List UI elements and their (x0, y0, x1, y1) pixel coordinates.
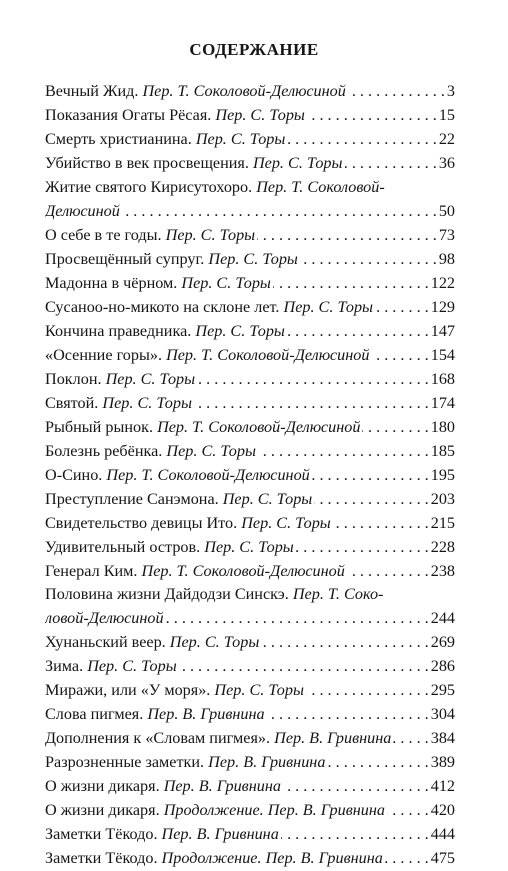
toc-entry-title: Слова пигмея. (45, 705, 144, 724)
dot-leader (281, 823, 429, 839)
dot-leader (362, 416, 428, 432)
toc-entry-text (45, 272, 271, 296)
dot-leader (333, 512, 429, 528)
toc-page-number: 389 (430, 753, 455, 772)
toc-entry-line (45, 775, 455, 799)
toc-entry-title: Заметки Тёкодо. (45, 849, 158, 868)
page-title: СОДЕРЖАНИЕ (189, 40, 319, 59)
toc-page-number: 185 (430, 441, 455, 460)
dot-leader (273, 272, 429, 288)
toc-entry-translator: Пер. С. Торы (215, 106, 305, 125)
dot-leader (283, 775, 429, 791)
dot-leader (375, 296, 429, 312)
dot-leader (300, 248, 437, 264)
toc-entry-title: Генерал Ким. (45, 561, 138, 580)
toc-entry-title: О жизни дикаря. (45, 777, 160, 796)
toc-entry (45, 176, 455, 224)
toc-entry (45, 248, 455, 272)
toc-page-number: 168 (430, 369, 455, 388)
toc-page-number: 444 (430, 825, 455, 844)
toc-entry-line (45, 80, 455, 104)
toc-entry-text (45, 560, 345, 584)
toc-entry-translator: Продолжение. Пер. В. Гривнина (161, 849, 383, 868)
toc-entry-text (45, 536, 294, 560)
toc-entry-translator: Пер. С. Торы (283, 297, 374, 316)
toc-entry (45, 488, 455, 512)
toc-entry-text (45, 775, 281, 799)
toc-entry-translator: Пер. Т. Соколовой-Делюсиной (141, 561, 345, 580)
toc-entry-text (45, 703, 265, 727)
toc-entry (45, 751, 455, 775)
toc-entry (45, 80, 455, 104)
toc-entry-text (45, 631, 259, 655)
toc-page-number: 475 (430, 849, 455, 868)
toc-page-number: 50 (438, 201, 455, 220)
toc-entry-translator: Пер. В. Гривнина (163, 777, 281, 796)
toc-entry-translator: Пер. В. Гривнина (161, 825, 279, 844)
toc-entry-title: Мадонна в чёрном. (45, 273, 178, 292)
toc-entry-title: Просвещённый супруг. (45, 249, 205, 268)
toc-page-number: 412 (430, 777, 455, 796)
toc-page-number: 180 (430, 417, 455, 436)
toc-entry-title: Показания Огаты Рёсая. (45, 106, 212, 125)
dot-leader (347, 560, 429, 576)
dot-leader (387, 799, 429, 815)
toc-entry (45, 152, 455, 176)
dot-leader (122, 200, 437, 216)
toc-entry-line (45, 799, 455, 823)
toc-page-number: 304 (430, 705, 455, 724)
dot-leader (258, 440, 429, 456)
toc-entry-title: Удивительный остров. (45, 537, 201, 556)
toc-entry-translator: Пер. Т. Соколовой- (256, 177, 385, 196)
toc-entry (45, 727, 455, 751)
toc-entry (45, 440, 455, 464)
toc-entry-translator: Пер. В. Гривнина (147, 705, 265, 724)
toc-entry (45, 775, 455, 799)
dot-leader (257, 224, 437, 240)
toc-entry (45, 583, 455, 631)
toc-entry-line (45, 392, 455, 416)
toc-entry-title: Смерть христианина. (45, 130, 192, 149)
toc-entry-text (45, 296, 373, 320)
toc-page-number: 244 (430, 609, 455, 628)
toc-entry-text (45, 128, 285, 152)
toc-entry-translator: Пер. С. Торы (252, 154, 343, 173)
toc-entry-line (45, 583, 455, 607)
dot-leader (261, 631, 428, 647)
toc-page-number: 286 (430, 657, 455, 676)
toc-entry-translator: Пер. С. Торы (181, 273, 271, 292)
dot-leader (385, 847, 429, 863)
toc-entry-text (45, 512, 331, 536)
toc-entry-text (45, 80, 346, 104)
dot-leader (287, 320, 429, 336)
toc-entry-text (45, 847, 383, 871)
toc-entry-translator: Пер. Т. Соколовой-Делюсиной (142, 82, 346, 101)
toc-entry-line (45, 104, 455, 128)
dot-leader (314, 488, 428, 504)
toc-page-number: 215 (430, 513, 455, 532)
dot-leader (306, 679, 429, 695)
toc-entry-line (45, 607, 455, 631)
toc-page-number: 22 (438, 130, 455, 149)
toc-entry (45, 560, 455, 584)
toc-page-number: 3 (446, 82, 455, 101)
toc-entry (45, 296, 455, 320)
toc-entry (45, 464, 455, 488)
dot-leader (345, 152, 437, 168)
toc-entry-line (45, 248, 455, 272)
toc-entry-translator: Пер. С. Торы (87, 657, 177, 676)
toc-entry-line (45, 416, 455, 440)
toc-entry-text (45, 727, 391, 751)
toc-page-number: 238 (430, 561, 455, 580)
toc-page-number: 129 (430, 297, 455, 316)
toc-entry-title-cont (45, 200, 120, 224)
toc-page-number: 154 (430, 345, 455, 364)
dot-leader (307, 104, 437, 120)
toc-entry-title: О себе в те годы. (45, 225, 162, 244)
toc-entry-title: Сусаноо-но-микото на склоне лет. (45, 297, 280, 316)
toc-entry-text (45, 344, 369, 368)
dot-leader (312, 464, 429, 480)
toc-entry-title: Преступление Санэмона. (45, 489, 219, 508)
dot-leader (348, 80, 445, 96)
toc-page-number: 420 (430, 801, 455, 820)
toc-entry-translator-cont: ловой-Делюсиной (45, 609, 164, 628)
toc-entry (45, 128, 455, 152)
dot-leader (296, 536, 429, 552)
dot-leader (267, 703, 429, 719)
toc-entry (45, 416, 455, 440)
toc-entry-text (45, 823, 279, 847)
toc-entry-title: Святой. (45, 393, 99, 412)
toc-entry-translator: Пер. В. Гривнина (274, 729, 392, 748)
toc-entry-text (45, 368, 195, 392)
toc-entry-title: Вечный Жид. (45, 82, 139, 101)
toc-page-number: 228 (430, 537, 455, 556)
toc-entry-translator: Пер. С. Торы (195, 321, 285, 340)
toc-entry-translator: Пер. С. Торы (241, 513, 331, 532)
toc-entry-line (45, 176, 455, 200)
toc-entry-title: Зима. (45, 657, 84, 676)
toc-entry-title: О жизни дикаря. (45, 801, 160, 820)
toc-entry-line (45, 440, 455, 464)
toc-entry-line (45, 823, 455, 847)
toc-entry (45, 104, 455, 128)
toc-entry-title: Заметки Тёкодо. (45, 825, 158, 844)
toc-page-number: 295 (430, 681, 455, 700)
toc-entry-title: Поклон. (45, 369, 102, 388)
toc-entry-title: Разрозненные заметки. (45, 753, 205, 772)
toc-entry-translator: Пер. С. Торы (214, 681, 304, 700)
toc-entry (45, 224, 455, 248)
toc-entry-translator: Пер. Т. Соколовой-Делюсиной (106, 465, 310, 484)
toc-page-number: 147 (430, 321, 455, 340)
toc-page-number: 269 (430, 633, 455, 652)
toc-entry (45, 703, 455, 727)
dot-leader (393, 727, 428, 743)
toc-entry-line (45, 679, 455, 703)
toc-entry-title: «Осенние горы». (45, 345, 163, 364)
toc-entry-line (45, 751, 455, 775)
toc-entry-translator: Пер. Т. Соколовой-Делюсиной (166, 345, 370, 364)
toc-entry-line (45, 536, 455, 560)
toc-entry-line (45, 655, 455, 679)
toc-entry (45, 847, 455, 871)
toc-entry-text (45, 679, 304, 703)
toc-entry-text (45, 392, 192, 416)
toc-entry-title: Убийство в век просвещения. (45, 154, 249, 173)
toc-entry-line (45, 200, 455, 224)
toc-entry-translator: Продолжение. Пер. В. Гривнина (163, 801, 385, 820)
toc-entry-text (45, 655, 177, 679)
toc-entry-line (45, 224, 455, 248)
toc-entry-title: Миражи, или «У моря». (45, 681, 211, 700)
toc-entry (45, 679, 455, 703)
toc-entry-text (45, 104, 305, 128)
toc-entry-translator: Пер. С. Торы (166, 441, 256, 460)
toc-entry (45, 536, 455, 560)
table-of-contents (45, 80, 455, 871)
toc-entry-line (45, 488, 455, 512)
toc-entry-title: Болезнь ребёнка. (45, 441, 163, 460)
toc-page-number: 122 (430, 273, 455, 292)
toc-entry-title: О-Сино. (45, 465, 103, 484)
dot-leader (179, 655, 429, 671)
toc-entry-translator: Пер. С. Торы (204, 537, 294, 556)
toc-entry (45, 512, 455, 536)
toc-page-number: 174 (430, 393, 455, 412)
toc-entry-title-cont (45, 607, 164, 631)
toc-entry-line (45, 847, 455, 871)
toc-entry (45, 368, 455, 392)
toc-page-number: 203 (430, 489, 455, 508)
toc-entry-title: Кончина праведника. (45, 321, 192, 340)
dot-leader (197, 368, 429, 384)
toc-page-number: 98 (438, 249, 455, 268)
toc-entry-translator: Пер. С. Торы (195, 130, 286, 149)
toc-entry (45, 272, 455, 296)
toc-entry-title: Дополнения к «Словам пигмея». (45, 729, 271, 748)
toc-entry (45, 392, 455, 416)
toc-entry-text (45, 488, 312, 512)
toc-page-number: 15 (438, 106, 455, 125)
toc-entry-title: Половина жизни Дайдодзи Синскэ. (45, 585, 289, 604)
toc-entry (45, 631, 455, 655)
toc-entry-text (45, 224, 255, 248)
toc-entry-line (45, 272, 455, 296)
toc-entry-text (45, 320, 285, 344)
toc-entry-title: Хунаньский веер. (45, 633, 166, 652)
toc-entry (45, 320, 455, 344)
toc-entry-line (45, 320, 455, 344)
toc-entry-title: Житие святого Кирисутохоро. (45, 177, 253, 196)
toc-entry-line (45, 128, 455, 152)
toc-entry-line (45, 464, 455, 488)
toc-entry-line (45, 703, 455, 727)
toc-entry-text (45, 464, 310, 488)
toc-entry-line (45, 512, 455, 536)
toc-entry-line (45, 344, 455, 368)
toc-entry-text (45, 751, 325, 775)
toc-entry-translator: Пер. Т. Соко- (292, 585, 384, 604)
toc-entry-line (45, 368, 455, 392)
toc-entry-translator: Пер. В. Гривнина (208, 753, 326, 772)
toc-entry-text (45, 799, 385, 823)
toc-page-number: 195 (430, 465, 455, 484)
dot-leader (327, 751, 428, 767)
toc-page-number: 36 (438, 154, 455, 173)
toc-entry-translator: Пер. С. Торы (169, 633, 260, 652)
toc-entry (45, 799, 455, 823)
toc-entry-translator: Пер. С. Торы (165, 225, 256, 244)
toc-page-number: 73 (438, 225, 455, 244)
toc-entry (45, 344, 455, 368)
toc-entry-translator: Пер. С. Торы (102, 393, 192, 412)
toc-entry-translator: Пер. Т. Соколовой-Делюсиной (157, 417, 361, 436)
toc-entry (45, 655, 455, 679)
dot-leader (371, 344, 428, 360)
toc-entry-line (45, 152, 455, 176)
toc-entry-line (45, 727, 455, 751)
toc-entry-text (45, 440, 256, 464)
toc-entry-translator: Пер. С. Торы (105, 369, 196, 388)
toc-entry-text (45, 152, 343, 176)
toc-entry-line (45, 560, 455, 584)
dot-leader (194, 392, 429, 408)
toc-page-number: 384 (430, 729, 455, 748)
toc-entry-translator-cont: Делюсиной (45, 201, 120, 220)
toc-entry (45, 823, 455, 847)
toc-entry-title: Рыбный рынок. (45, 417, 154, 436)
toc-entry-text (45, 416, 360, 440)
dot-leader (166, 607, 429, 623)
toc-entry-translator: Пер. С. Торы (222, 489, 313, 508)
toc-entry-text (45, 248, 298, 272)
dot-leader (287, 128, 436, 144)
toc-entry-title: Свидетельство девицы Ито. (45, 513, 238, 532)
toc-entry-line (45, 296, 455, 320)
toc-entry-line (45, 631, 455, 655)
toc-entry-translator: Пер. С. Торы (208, 249, 298, 268)
